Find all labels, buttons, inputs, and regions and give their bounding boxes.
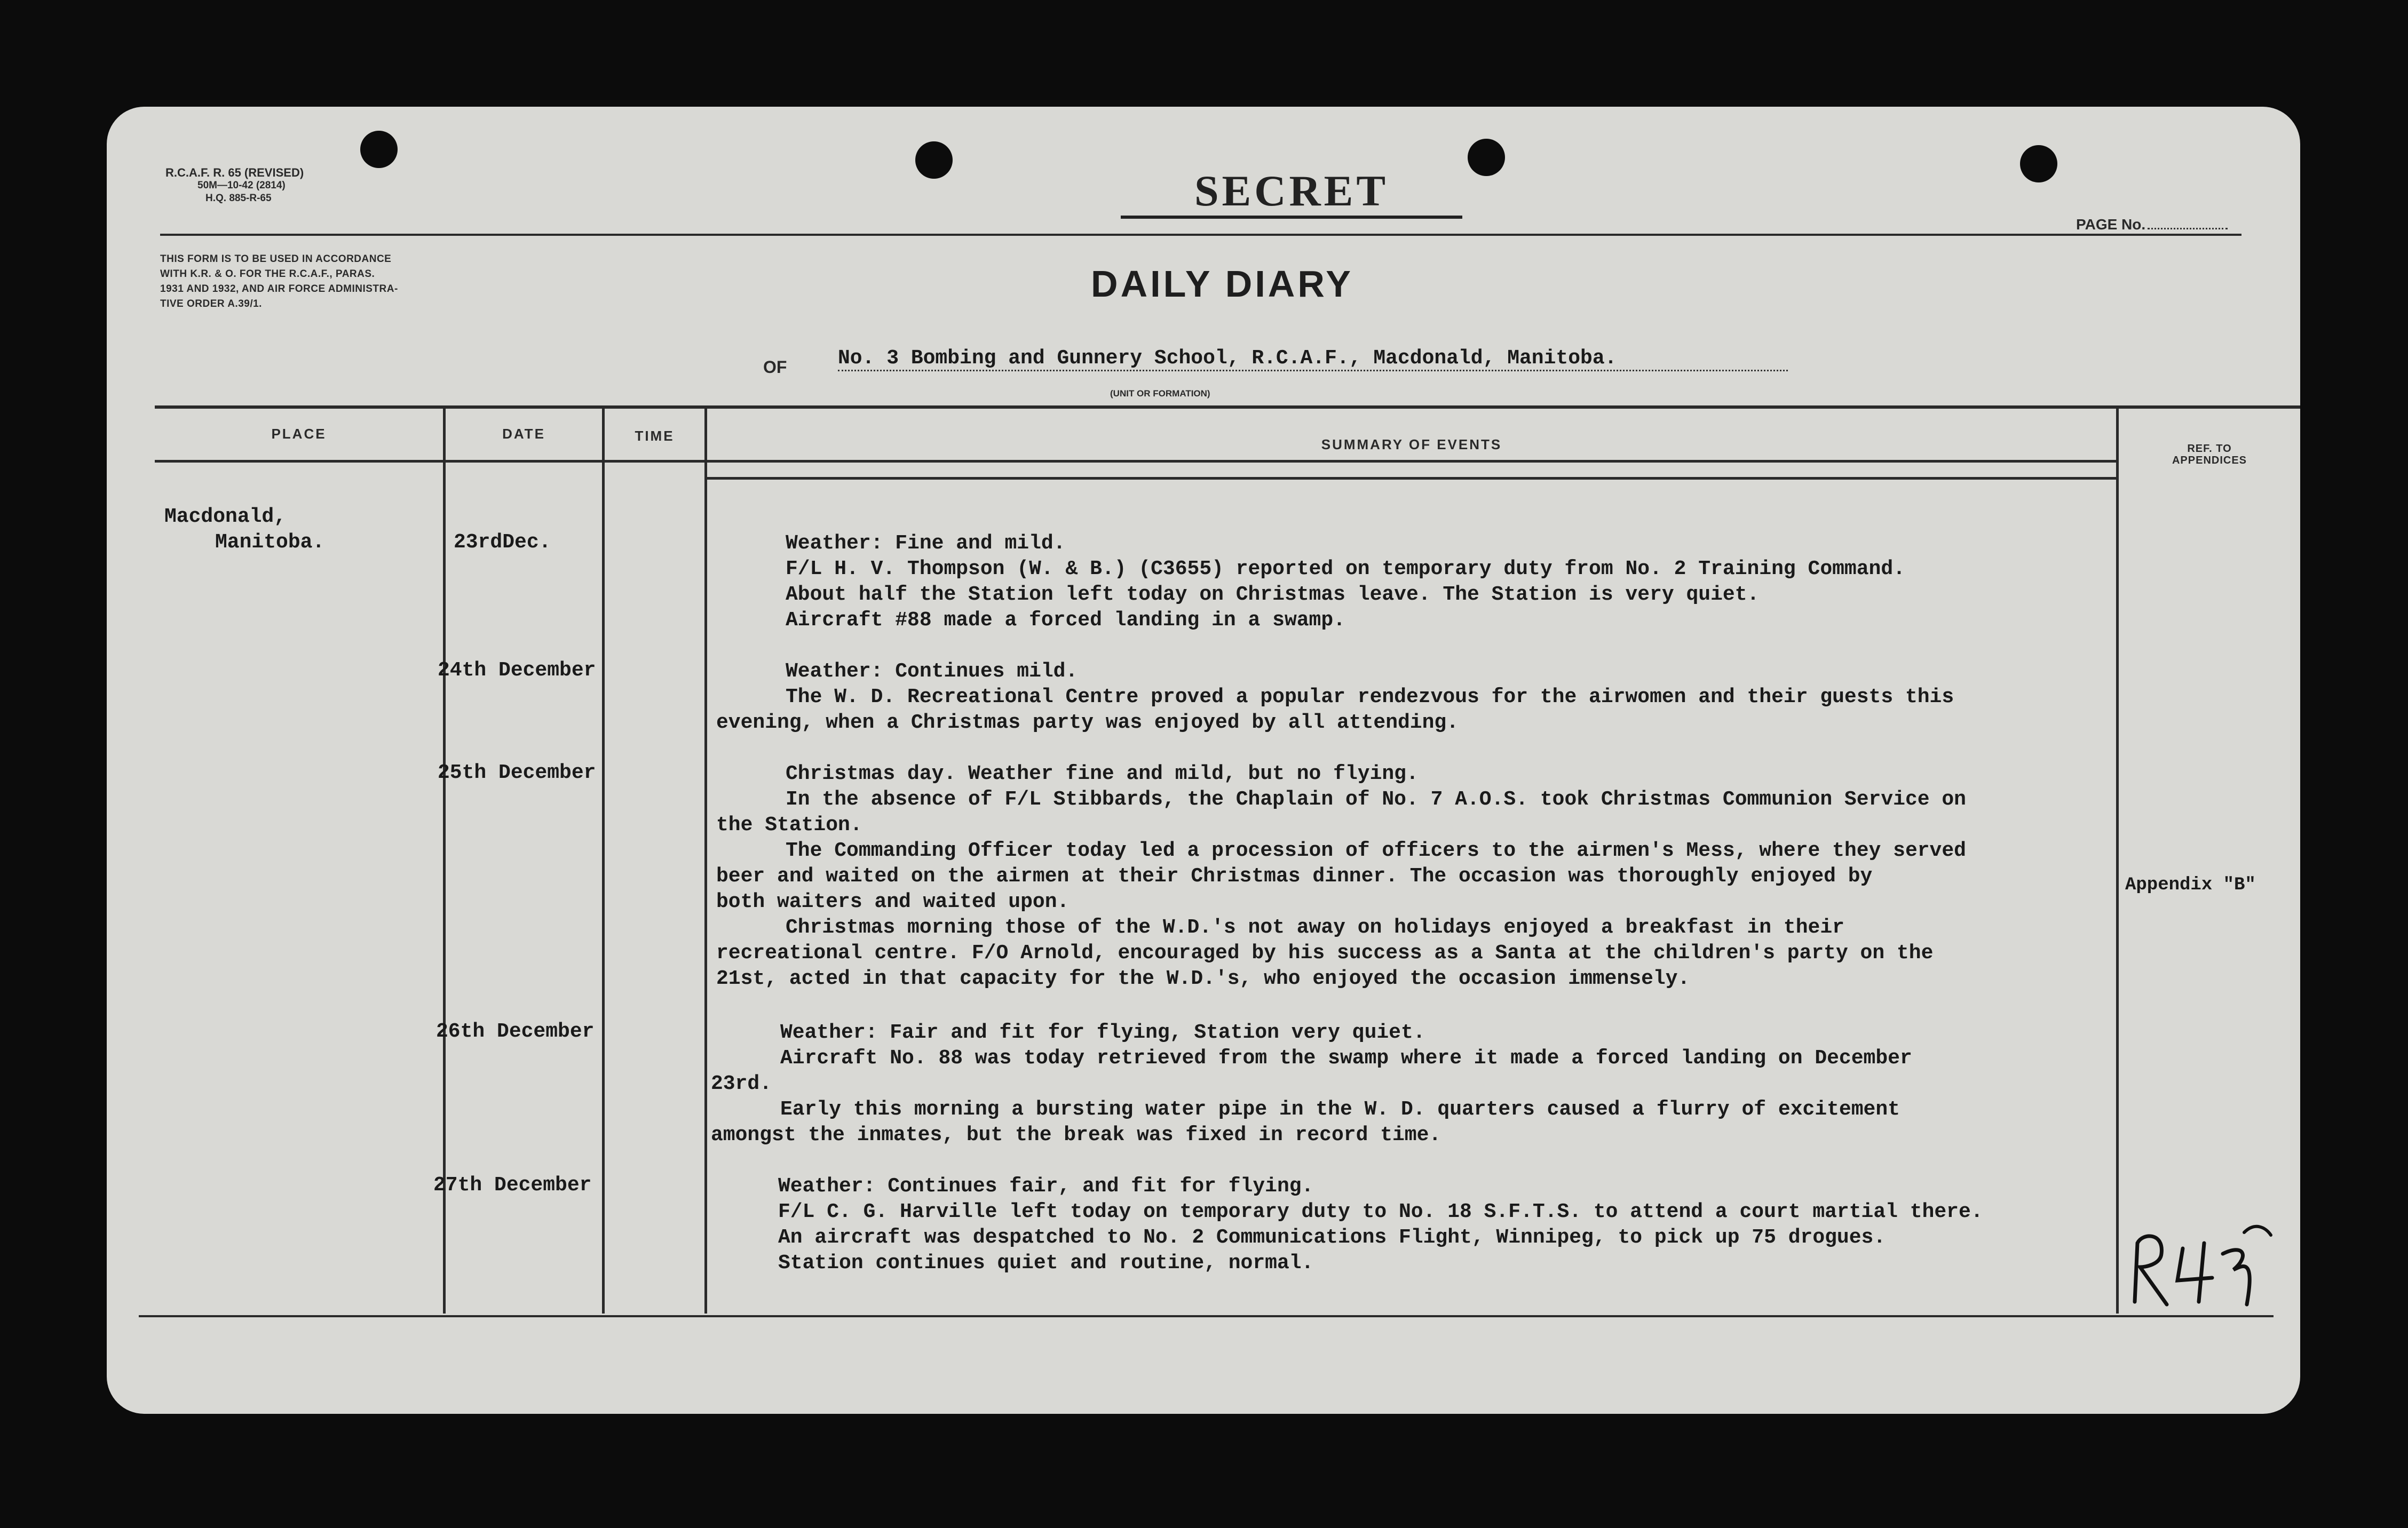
column-header-rule <box>155 460 2116 463</box>
entry-line: Weather: Continues fair, and fit for flying. <box>778 1175 1314 1198</box>
column-header-date: DATE <box>502 426 545 442</box>
entry-line: About half the Station left today on Christmas leave. The Station is very quiet. <box>786 583 1760 606</box>
entry-line: evening, when a Christmas party was enjoyed by all attending. <box>716 711 1459 734</box>
page-number-blank <box>2148 228 2228 229</box>
ref-header-line: APPENDICES <box>2172 455 2247 466</box>
entry-line: beer and waited on the airmen at their Christmas dinner. The occasion was thoroughly enjoyed by <box>716 865 1873 888</box>
entry-line: F/L C. G. Harville left today on temporary duty to No. 18 S.F.T.S. to attend a court martial there. <box>778 1200 1983 1223</box>
form-code-line: R.C.A.F. R. 65 (REVISED) <box>165 166 304 179</box>
diary-entry <box>711 1020 1912 1148</box>
entry-line: Weather: Continues mild. <box>786 660 1078 683</box>
form-code-line: H.Q. 885-R-65 <box>205 193 272 204</box>
place-line: Macdonald, <box>164 505 287 528</box>
entry-line: Weather: Fine and mild. <box>786 532 1066 555</box>
page-number-field <box>2076 216 2228 233</box>
form-instructions <box>160 252 398 312</box>
entry-line: In the absence of F/L Stibbards, the Chaplain of No. 7 A.O.S. took Christmas Communion Service on <box>786 788 1966 811</box>
instruction-line: WITH K.R. & O. FOR THE R.C.A.F., PARAS. <box>160 268 375 280</box>
form-code <box>165 166 304 205</box>
column-header-time: TIME <box>635 428 675 444</box>
appendix-reference: Appendix "B" <box>2125 875 2256 895</box>
punch-hole <box>915 141 953 179</box>
place-cell <box>164 504 324 555</box>
diary-entry <box>709 1174 1983 1276</box>
entry-line: Station continues quiet and routine, normal. <box>778 1252 1314 1275</box>
entry-date: 26th December <box>436 1020 595 1043</box>
top-rule <box>160 234 2241 236</box>
diary-entry <box>716 659 1954 736</box>
entry-date: 27th December <box>433 1174 592 1197</box>
entry-date: 23rdDec. <box>454 531 551 554</box>
table-top-rule <box>155 405 2300 409</box>
column-header-summary: SUMMARY OF EVENTS <box>1321 436 1502 452</box>
unit-of-label: OF <box>763 357 787 377</box>
entry-line: the Station. <box>716 814 862 837</box>
summary-header-rule <box>707 477 2116 480</box>
entry-line: F/L H. V. Thompson (W. & B.) (C3655) reported on temporary duty from No. 2 Training Command. <box>786 558 1905 580</box>
punch-hole <box>1468 139 1505 176</box>
time-summary-divider <box>704 407 707 1314</box>
handwritten-initials <box>2119 1211 2279 1318</box>
entry-line: amongst the inmates, but the break was fixed in record time. <box>711 1124 1441 1147</box>
classification-stamp: SECRET <box>1121 166 1462 219</box>
entry-line: The Commanding Officer today led a procession of officers to the airmen's Mess, where they served <box>786 839 1966 862</box>
place-line: Manitoba. <box>215 531 325 554</box>
instruction-line: 1931 AND 1932, AND AIR FORCE ADMINISTRA- <box>160 283 398 295</box>
diary-entry <box>716 761 1966 992</box>
ref-header-line: REF. TO <box>2187 443 2232 455</box>
entry-line: 23rd. <box>711 1072 772 1095</box>
summary-ref-divider <box>2116 407 2119 1314</box>
entry-line: Early this morning a bursting water pipe in the W. D. quarters caused a flurry of excitement <box>780 1098 1900 1121</box>
entry-date: 24th December <box>438 659 596 682</box>
instruction-line: THIS FORM IS TO BE USED IN ACCORDANCE <box>160 253 392 265</box>
entry-line: Christmas morning those of the W.D.'s not away on holidays enjoyed a breakfast in their <box>786 916 1844 939</box>
unit-name: No. 3 Bombing and Gunnery School, R.C.A.F., Macdonald, Manitoba. <box>838 347 1788 371</box>
punch-hole <box>360 131 398 168</box>
entry-line: Christmas day. Weather fine and mild, but no flying. <box>786 762 1419 785</box>
column-header-place: PLACE <box>271 426 327 442</box>
form-code-line: 50M—10-42 (2814) <box>197 180 286 191</box>
entry-line: 21st, acted in that capacity for the W.D.'s, who enjoyed the occasion immensely. <box>716 967 1690 990</box>
unit-caption: (UNIT OR FORMATION) <box>1110 388 1210 399</box>
table-bottom-rule <box>139 1315 2274 1317</box>
column-header-ref <box>2119 443 2300 466</box>
instruction-line: TIVE ORDER A.39/1. <box>160 298 262 309</box>
diary-page <box>107 107 2300 1414</box>
entry-line: recreational centre. F/O Arnold, encouraged by his success as a Santa at the children's party on the <box>716 942 1934 965</box>
entry-line: Aircraft No. 88 was today retrieved from the swamp where it made a forced landing on December <box>780 1047 1912 1070</box>
entry-line: The W. D. Recreational Centre proved a popular rendezvous for the airwomen and their guests this <box>786 686 1954 709</box>
page-title: DAILY DIARY <box>1091 263 1353 305</box>
entry-line: both waiters and waited upon. <box>716 890 1070 913</box>
punch-hole <box>2020 145 2057 182</box>
entry-date: 25th December <box>438 761 596 784</box>
diary-entry <box>716 531 1905 633</box>
page-number-label: PAGE No. <box>2076 216 2146 233</box>
entry-line: Aircraft #88 made a forced landing in a swamp. <box>786 609 1345 632</box>
entry-line: An aircraft was despatched to No. 2 Communications Flight, Winnipeg, to pick up 75 drogues. <box>778 1226 1886 1249</box>
entry-line: Weather: Fair and fit for flying, Station very quiet. <box>780 1021 1425 1044</box>
date-time-divider <box>602 407 605 1314</box>
